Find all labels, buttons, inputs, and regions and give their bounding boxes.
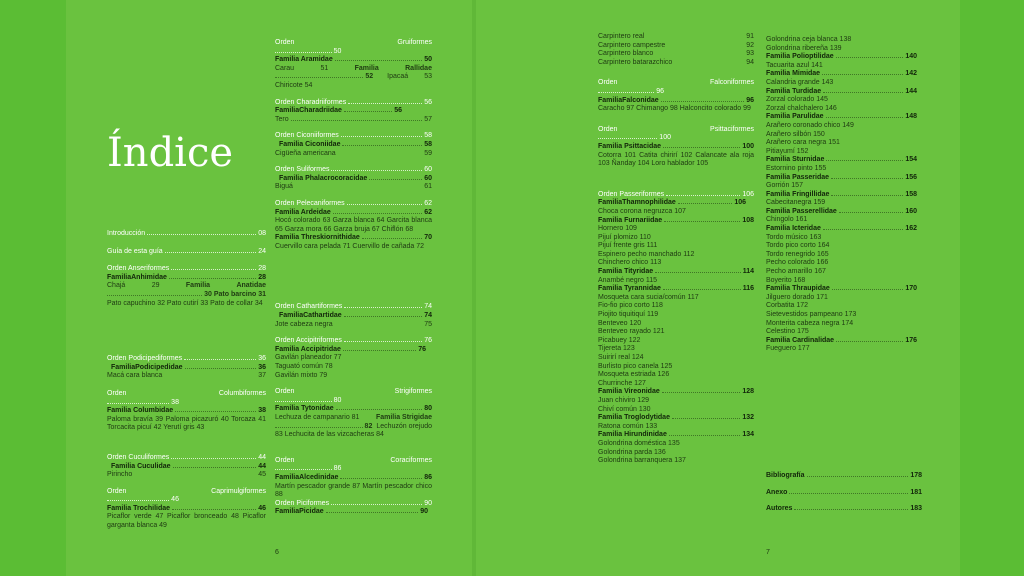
toc-species-entry[interactable]: Choca corona negruzca 107 bbox=[598, 207, 686, 215]
toc-line: Chajá 29 Familia Anatidae bbox=[107, 282, 266, 290]
toc-line: Carau 51 Familia Rallidae bbox=[275, 64, 432, 72]
toc-species-entry[interactable]: Pijuí frente gris 111 bbox=[598, 242, 658, 250]
toc-species-entry[interactable]: Celestino 175 bbox=[766, 328, 809, 336]
toc-species-entry[interactable]: Gavilán mixto 79 bbox=[275, 371, 328, 379]
toc-species-entry[interactable]: Benteveo rayado 121 bbox=[598, 328, 665, 336]
toc-order-psittaciformes[interactable]: Orden Psittaciformes bbox=[598, 125, 754, 133]
toc-order-charadriiformes[interactable]: Orden Charadriiformes 56 bbox=[275, 98, 432, 106]
toc-family-thraupidae[interactable]: Familia Thraupidae 170 bbox=[766, 285, 917, 293]
toc-species-text: Hocó colorado 63 Garza blanca 64 Garcita blanca 65 Garza mora 66 Garza bruja 67 Chiflón 68 bbox=[275, 217, 432, 233]
book-gutter bbox=[472, 0, 476, 576]
toc-species-entry[interactable]: Piojito tiquitiquí 119 bbox=[598, 311, 659, 319]
toc-species-entry[interactable]: Zorzal colorado 145 bbox=[766, 96, 828, 104]
toc-order-accipitriformes[interactable]: Orden Accipitriformes 76 bbox=[275, 337, 432, 345]
toc-species-entry[interactable]: Burlisto pico canela 125 bbox=[598, 362, 673, 370]
toc-order-page: 38 bbox=[107, 399, 266, 408]
toc-family-passeridae[interactable]: Familia Passeridae 156 bbox=[766, 173, 917, 181]
toc-family-accipitridae[interactable]: Familia Accipitridae 76 bbox=[275, 345, 426, 353]
toc-species-entry[interactable]: Golondrina doméstica 135 bbox=[598, 439, 680, 447]
toc-order-page: 50 bbox=[275, 48, 432, 57]
toc-species-entry[interactable]: Picabuey 122 bbox=[598, 336, 641, 344]
toc-section-accipitriformes bbox=[275, 337, 432, 380]
toc-species-entry[interactable]: Pitiayumí 152 bbox=[766, 147, 809, 155]
toc-species-text: Caracho 97 Chimango 98 Halconcito colorado 99 bbox=[598, 105, 751, 113]
toc-family-thamnophilidae[interactable]: FamiliaThamnophilidae 106 bbox=[598, 199, 746, 207]
toc-species-entry[interactable]: Tordo músico 163 bbox=[766, 233, 822, 241]
toc-species-entry[interactable]: Chiví común 130 bbox=[598, 405, 651, 413]
toc-family-furnariidae[interactable]: Familia Furnariidae 108 bbox=[598, 216, 754, 224]
toc-line: 82 Lechuzón orejudo bbox=[275, 423, 432, 432]
toc-family-cuculidae[interactable]: Familia Cuculidae 44 bbox=[111, 462, 266, 470]
toc-family-icteridae[interactable]: Familia Icteridae 162 bbox=[766, 225, 917, 233]
toc-section-charadriiformes bbox=[275, 99, 432, 125]
toc-entry-autores[interactable]: Autores 183 bbox=[766, 505, 922, 513]
toc-order-page: 96 bbox=[598, 88, 754, 97]
page-number-right: 7 bbox=[766, 549, 770, 556]
toc-species-entry[interactable]: Carpintero real 91 bbox=[598, 33, 754, 40]
toc-column-middle bbox=[275, 39, 432, 517]
toc-family-troglodytidae[interactable]: Familia Troglodytidae 132 bbox=[598, 414, 754, 422]
toc-species-entry[interactable]: Golondrina barranquera 137 bbox=[598, 457, 686, 465]
toc-section-coraciformes bbox=[275, 457, 432, 500]
toc-species-text: Paloma bravía 39 Paloma picazuró 40 Torcaza 41 Torcacita picuí 42 Yerutí gris 43 bbox=[107, 415, 266, 432]
toc-species-entry[interactable]: Zorzal chalchalero 146 bbox=[766, 104, 837, 112]
toc-species-entry[interactable]: Macá cara blanca 37 bbox=[107, 372, 266, 380]
toc-appendix-block bbox=[766, 472, 922, 514]
toc-species-entry[interactable]: Cabecitanegra 159 bbox=[766, 199, 826, 207]
toc-family-tyrannidae[interactable]: Familia Tyrannidae 116 bbox=[598, 285, 754, 293]
toc-order-piciformes[interactable]: Orden Piciformes 90 bbox=[275, 499, 432, 507]
toc-family-polioptilidae[interactable]: Familia Polioptilidae 140 bbox=[766, 53, 917, 61]
toc-order-suliformes[interactable]: Orden Suliformes 60 bbox=[275, 166, 432, 174]
toc-line: 52 Ipacaá 53 bbox=[275, 73, 432, 82]
toc-order-caprimulgiformes[interactable]: Orden Caprimulgiformes bbox=[107, 487, 266, 495]
toc-family-aramidae[interactable]: Familia Aramidae 50 bbox=[275, 56, 432, 64]
toc-species-entry[interactable]: Hornero 109 bbox=[598, 225, 637, 233]
toc-species-entry[interactable]: Boyerito 168 bbox=[766, 276, 806, 284]
toc-order-anseriformes[interactable]: Orden Anseriformes 28 bbox=[107, 265, 266, 273]
page-title: Índice bbox=[107, 130, 234, 176]
toc-species-entry[interactable]: Arañero silbón 150 bbox=[766, 130, 825, 138]
toc-species-text: Cotorra 101 Catita chirirí 102 Calancate ala roja 103 Ñanday 104 Loro hablador 105 bbox=[598, 151, 754, 168]
toc-line: Lechuza de campanario 81 Familia Strigidae bbox=[275, 414, 432, 421]
toc-family-tityridae[interactable]: Familia Tityridae 114 bbox=[598, 268, 754, 276]
toc-species-entry[interactable]: Chinchero chico 113 bbox=[598, 259, 662, 267]
toc-species-entry[interactable]: Calandria grande 143 bbox=[766, 78, 834, 86]
toc-species-entry[interactable]: Pijuí plomizo 110 bbox=[598, 233, 651, 241]
toc-family-ardeidae[interactable]: Familia Ardeidae 62 bbox=[275, 208, 432, 216]
toc-species-entry[interactable]: Taguató común 78 bbox=[275, 363, 333, 371]
toc-species-entry[interactable]: Jilguero dorado 171 bbox=[766, 293, 828, 301]
toc-family-turdidae[interactable]: Familia Turdidae 144 bbox=[766, 87, 917, 95]
toc-species-entry[interactable]: Tordo renegrido 165 bbox=[766, 250, 829, 258]
toc-family-fringillidae[interactable]: Familia Fringillidae 158 bbox=[766, 190, 917, 198]
toc-family-tytonidae[interactable]: Familia Tytonidae 80 bbox=[275, 405, 432, 413]
toc-species-entry[interactable]: Monterita cabeza negra 174 bbox=[766, 319, 854, 327]
page-number-left: 6 bbox=[275, 549, 279, 556]
toc-species-entry[interactable]: Tero 57 bbox=[275, 115, 432, 123]
toc-species-entry[interactable]: Benteveo 120 bbox=[598, 319, 642, 327]
toc-column-right-b bbox=[766, 36, 917, 354]
toc-species-entry[interactable]: Carpintero campestre 92 bbox=[598, 41, 754, 49]
toc-order-strigiformes[interactable]: Orden Strigiformes bbox=[275, 388, 432, 396]
toc-species-text: Cuervillo cara pelada 71 Cuervillo de cañada 72 bbox=[275, 242, 425, 250]
toc-species-text: Martín pescador grande 87 Martín pescador chico 88 bbox=[275, 482, 432, 499]
toc-species-entry[interactable]: Anambé negro 115 bbox=[598, 276, 658, 284]
toc-species-entry[interactable]: Espinero pecho manchado 112 bbox=[598, 250, 695, 258]
toc-species-entry[interactable]: Cigüeña americana 59 bbox=[275, 149, 432, 157]
toc-line: 30 Pato barcino 31 bbox=[107, 291, 266, 300]
toc-species-text: Chiricote 54 bbox=[275, 81, 313, 89]
toc-section-anseriformes bbox=[107, 265, 266, 308]
toc-section-columbiformes bbox=[107, 390, 266, 433]
toc-family-psittacidae[interactable]: Familia Psittacidae 100 bbox=[598, 142, 754, 150]
toc-species-entry[interactable]: Ratona común 133 bbox=[598, 422, 658, 430]
toc-family-parulidae[interactable]: Familia Parulidae 148 bbox=[766, 113, 917, 121]
toc-order-page: 46 bbox=[107, 496, 266, 505]
toc-species-text: Picaflor verde 47 Picaflor bronceado 48 Picaflor garganta blanca 49 bbox=[107, 513, 266, 530]
toc-family-passerellidae[interactable]: Familia Passerellidae 160 bbox=[766, 207, 917, 215]
toc-section-gruiformes bbox=[275, 39, 432, 91]
toc-section-falconiformes bbox=[598, 79, 754, 113]
toc-species-text: 83 Lechucita de las vizcacheras 84 bbox=[275, 431, 384, 439]
toc-species-entry[interactable]: Tijereta 123 bbox=[598, 345, 635, 353]
toc-entry-anexo[interactable]: Anexo 181 bbox=[766, 488, 922, 496]
toc-order-passeriformes[interactable]: Orden Passeriformes 106 bbox=[598, 190, 754, 198]
toc-species-entry[interactable]: Pirincho 45 bbox=[107, 471, 266, 479]
toc-order-page: 100 bbox=[598, 134, 754, 143]
toc-species-entry[interactable]: Tacuarita azul 141 bbox=[766, 61, 823, 69]
toc-section-pelecaniformes bbox=[275, 200, 432, 252]
toc-family-ciconiidae[interactable]: Familia Ciconiidae 58 bbox=[279, 140, 432, 148]
toc-species-entry[interactable]: Churrinche 127 bbox=[598, 379, 646, 387]
toc-family-alcedinidae[interactable]: FamiliaAlcedinidae 86 bbox=[275, 473, 432, 481]
toc-section-ciconiiformes bbox=[275, 132, 432, 158]
toc-section-piciformes bbox=[275, 500, 432, 517]
toc-family-cardinalidae[interactable]: Familia Cardinalidae 176 bbox=[766, 336, 917, 344]
toc-species-entry[interactable]: Pecho amarillo 167 bbox=[766, 268, 826, 276]
toc-species-entry[interactable]: Carpintero batarazchico 94 bbox=[598, 58, 754, 66]
toc-species-entry[interactable]: Fio-fio pico corto 118 bbox=[598, 302, 663, 310]
toc-family-picidae[interactable]: FamiliaPicidae 90 bbox=[275, 508, 428, 516]
toc-species-entry[interactable]: Gorrión 157 bbox=[766, 182, 803, 190]
toc-species-entry[interactable]: Juan chiviro 129 bbox=[598, 396, 649, 404]
toc-family-hirundinidae[interactable]: Familia Hirundinidae 134 bbox=[598, 431, 754, 439]
toc-species-entry[interactable]: Corbatita 172 bbox=[766, 302, 809, 310]
toc-order-page: 86 bbox=[275, 465, 432, 474]
toc-species-entry[interactable]: Carpintero blanco 93 bbox=[598, 50, 754, 58]
toc-section-strigiformes bbox=[275, 388, 432, 440]
toc-family-vireonidae[interactable]: Familia Vireonidae 128 bbox=[598, 388, 754, 396]
toc-species-entry[interactable]: Jote cabeza negra 75 bbox=[275, 320, 432, 328]
toc-order-cathartiformes[interactable]: Orden Cathartiformes 74 bbox=[275, 303, 432, 311]
toc-family-sturnidae[interactable]: Familia Sturnidae 154 bbox=[766, 156, 917, 164]
toc-family-cathartidae[interactable]: FamiliaCathartidae 74 bbox=[279, 312, 432, 320]
toc-family-charadriidae[interactable]: FamiliaCharadriidae 56 bbox=[275, 107, 402, 115]
toc-species-entry[interactable]: Tordo pico corto 164 bbox=[766, 242, 830, 250]
toc-column-left bbox=[107, 230, 266, 531]
toc-species-text: Pato capuchino 32 Pato cutirí 33 Pato de collar 34 bbox=[107, 299, 263, 307]
toc-order-pelecaniformes[interactable]: Orden Pelecaniformes 62 bbox=[275, 199, 432, 207]
toc-entry-guia[interactable]: Guía de esta guía 24 bbox=[107, 247, 266, 255]
toc-section-cuculiformes bbox=[107, 454, 266, 480]
toc-species-entry[interactable]: Chingolo 161 bbox=[766, 216, 808, 224]
toc-species-entry[interactable]: Biguá 61 bbox=[275, 183, 432, 191]
toc-order-columbiformes[interactable]: Orden Columbiformes bbox=[107, 389, 266, 397]
toc-order-gruiformes[interactable]: Orden Gruiformes bbox=[275, 39, 432, 46]
toc-order-coraciformes[interactable]: Orden Coraciformes bbox=[275, 456, 432, 464]
toc-column-right-a bbox=[598, 33, 754, 466]
toc-order-podicipediformes[interactable]: Orden Podicipediformes 36 bbox=[107, 355, 266, 363]
toc-family-anhimidae[interactable]: FamiliaAnhimidae 28 bbox=[107, 273, 266, 281]
toc-species-entry[interactable]: Suirirí real 124 bbox=[598, 354, 644, 361]
toc-family-threskiornithidae[interactable]: Familia Threskiornithidae 70 bbox=[275, 234, 432, 242]
toc-family-phalacrocoracidae[interactable]: Familia Phalacrocoracidae 60 bbox=[279, 174, 432, 182]
toc-species-entry[interactable]: Golondrina ceja blanca 138 bbox=[766, 36, 852, 43]
toc-order-falconiformes[interactable]: Orden Falconiformes bbox=[598, 79, 754, 87]
toc-family-podicipedidae[interactable]: FamiliaPodicipedidae 36 bbox=[111, 363, 266, 371]
toc-species-entry[interactable]: Gavilán planeador 77 bbox=[275, 354, 342, 362]
toc-section-cathartiformes bbox=[275, 303, 432, 329]
toc-section-caprimulgiformes bbox=[107, 488, 266, 531]
toc-species-entry[interactable]: Mosqueta estriada 126 bbox=[598, 371, 670, 379]
toc-entry-bibliografia[interactable]: Bibliografía 178 bbox=[766, 472, 922, 479]
toc-species-entry[interactable]: Fueguero 177 bbox=[766, 345, 810, 353]
toc-family-columbidae[interactable]: Familia Columbidae 38 bbox=[107, 407, 266, 415]
toc-species-entry[interactable]: Golondrina ribereña 139 bbox=[766, 44, 842, 52]
toc-section-suliformes bbox=[275, 166, 432, 192]
toc-order-ciconiiformes[interactable]: Orden Ciconiiformes 58 bbox=[275, 132, 432, 140]
toc-entry-introduccion[interactable]: Introducción 08 bbox=[107, 230, 266, 237]
toc-species-entry[interactable]: Mosqueta cara sucia/común 117 bbox=[598, 293, 699, 301]
toc-order-cuculiformes[interactable]: Orden Cuculiformes 44 bbox=[107, 453, 266, 461]
toc-section-podicipediformes bbox=[107, 355, 266, 381]
toc-section-psittaciformes bbox=[598, 126, 754, 169]
toc-species-entry[interactable]: Arañero coronado chico 149 bbox=[766, 121, 854, 129]
toc-species-entry[interactable]: Arañero cara negra 151 bbox=[766, 139, 840, 147]
toc-species-entry[interactable]: Golondrina parda 136 bbox=[598, 448, 666, 456]
toc-order-page: 80 bbox=[275, 397, 432, 406]
toc-species-entry[interactable]: Pecho colorado 166 bbox=[766, 259, 829, 267]
toc-species-entry[interactable]: Sietevestidos pampeano 173 bbox=[766, 311, 857, 318]
toc-family-falconidae[interactable]: FamiliaFalconidae 96 bbox=[598, 96, 754, 104]
toc-family-trochilidae[interactable]: Familia Trochilidae 46 bbox=[107, 504, 266, 512]
toc-species-entry[interactable]: Estornino pinto 155 bbox=[766, 164, 827, 172]
toc-family-mimidae[interactable]: Familia Mimidae 142 bbox=[766, 70, 917, 78]
